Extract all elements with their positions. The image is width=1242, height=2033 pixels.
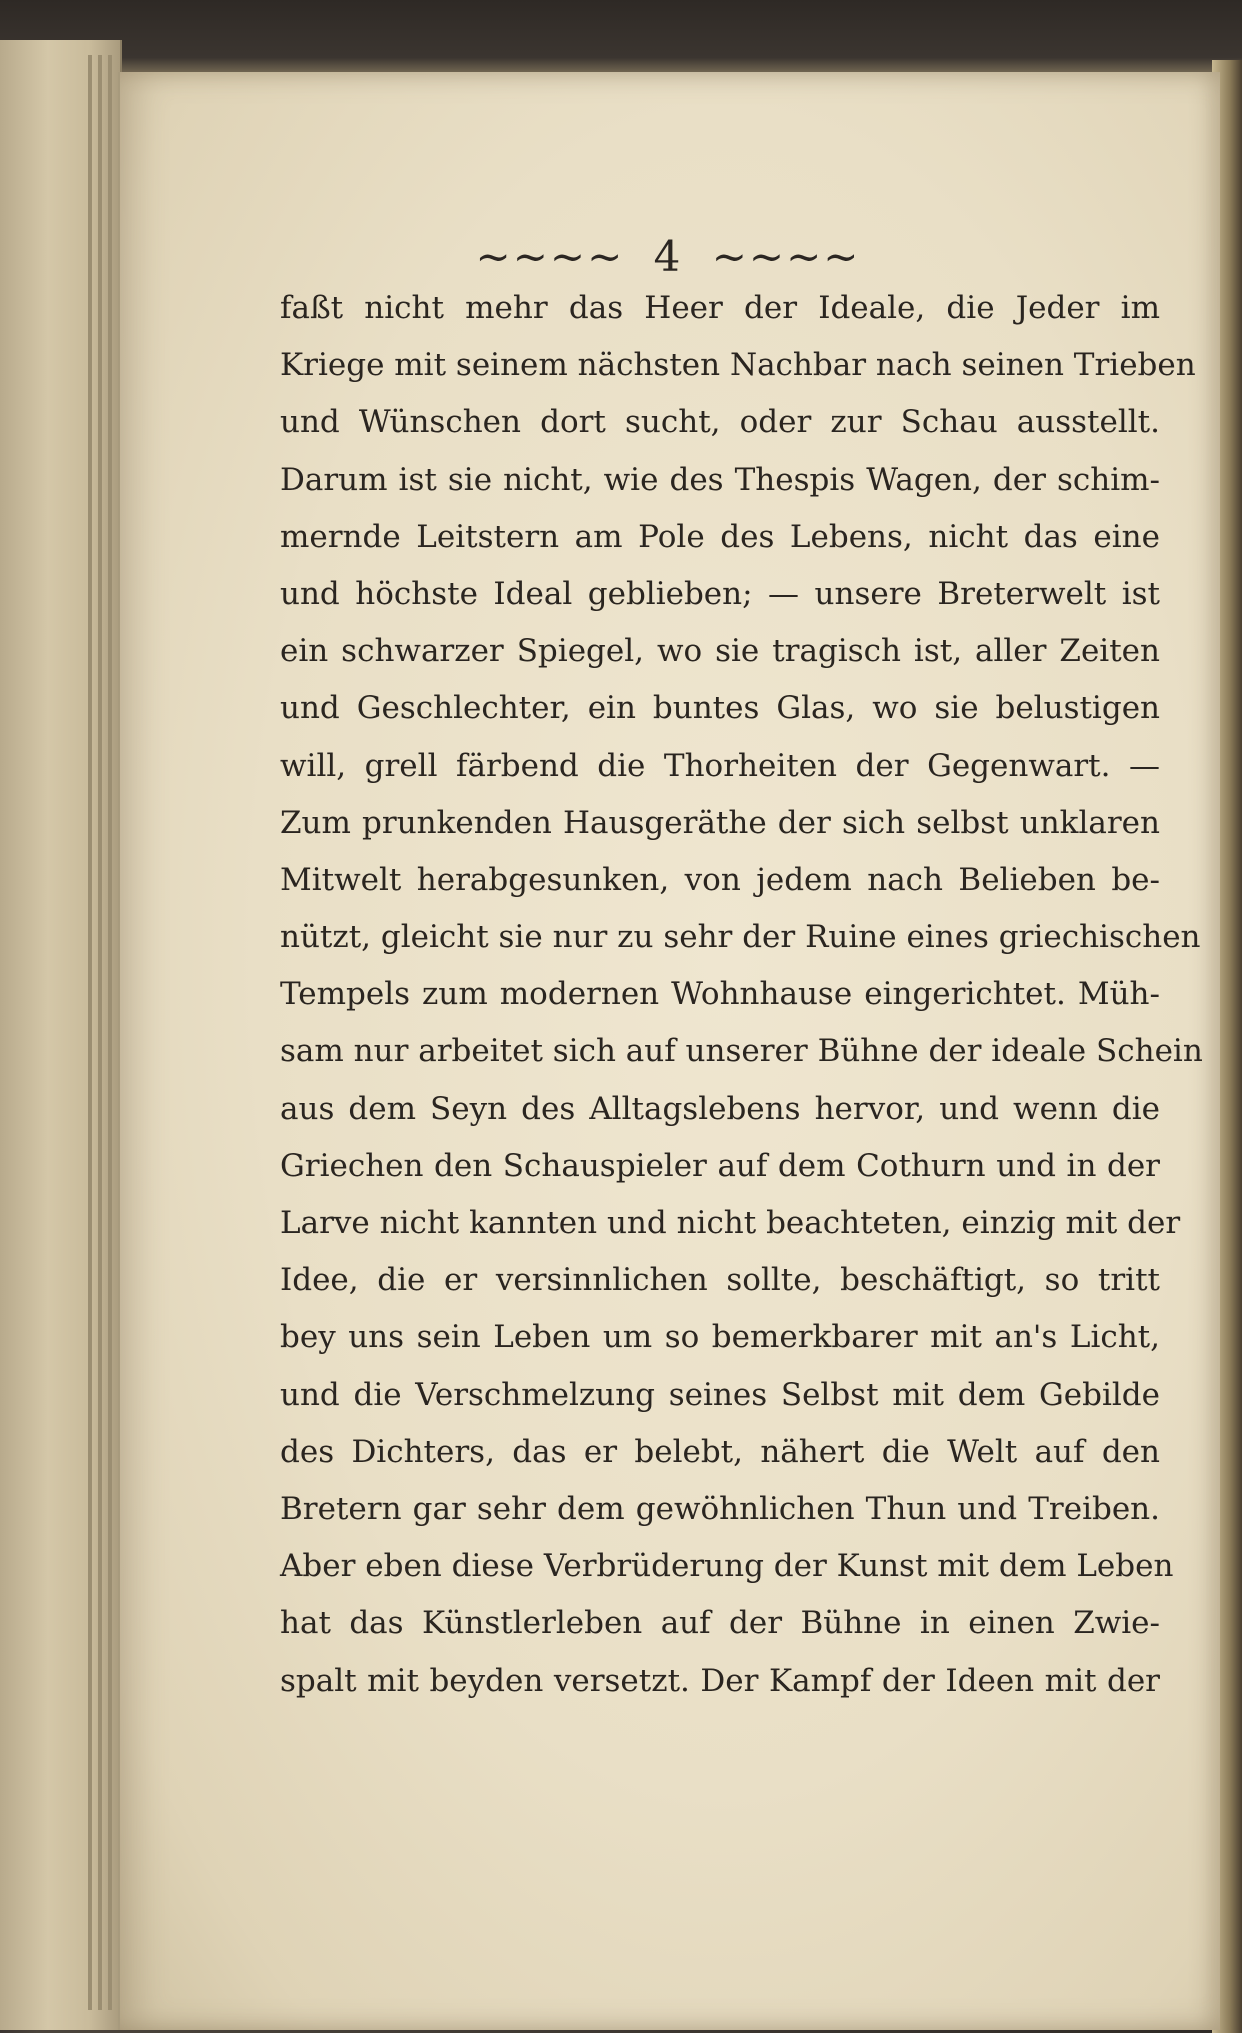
header-ornament-right: ~~~~ — [711, 232, 861, 281]
text-line: und Geschlechter, ein buntes Glas, wo sie belustigen — [280, 690, 1160, 727]
text-line: des Dichters, das er belebt, nähert die Welt auf den — [280, 1433, 1160, 1470]
text-line: spalt mit beyden versetzt. Der Kampf der Ideen mit der — [280, 1662, 1160, 1699]
text-line: Aber eben diese Verbrüderung der Kunst mit dem Leben — [280, 1548, 1174, 1585]
text-line: und Wünschen dort sucht, oder zur Schau ausstellt. — [280, 404, 1160, 441]
text-line: sam nur arbeitet sich auf unserer Bühne der ideale Schein — [280, 1033, 1203, 1070]
text-line: Zum prunkenden Hausgeräthe der sich selbst unklaren — [280, 804, 1160, 841]
text-line: Mitwelt herabgesunken, von jedem nach Belieben be- — [280, 861, 1160, 898]
text-line: aus dem Seyn des Alltagslebens hervor, und wenn die — [280, 1090, 1160, 1127]
left-page-edge — [0, 40, 122, 2030]
page-stack-line — [88, 55, 92, 2010]
text-line: Griechen den Schauspieler auf dem Cothurn und in der — [280, 1147, 1160, 1184]
text-line: Larve nicht kannten und nicht beachteten, einzig mit der — [280, 1205, 1181, 1241]
page-header — [118, 232, 1218, 281]
page-stack-line — [98, 55, 102, 2010]
text-line: bey uns sein Leben um so bemerkbarer mit an's Licht, — [280, 1319, 1160, 1356]
text-line: hat das Künstlerleben auf der Bühne in einen Zwie- — [280, 1605, 1160, 1642]
scan-background-top — [0, 0, 1242, 72]
page-number: 4 — [653, 232, 683, 281]
text-line: Darum ist sie nicht, wie des Thespis Wagen, der schim- — [280, 461, 1160, 498]
text-line: und höchste Ideal geblieben; — unsere Breterwelt ist — [280, 575, 1160, 612]
text-line: mernde Leitstern am Pole des Lebens, nicht das eine — [280, 518, 1160, 555]
page-body-text — [280, 280, 1203, 1710]
text-line: Idee, die er versinnlichen sollte, beschäftigt, so tritt — [280, 1262, 1160, 1299]
text-line: ein schwarzer Spiegel, wo sie tragisch ist, aller Zeiten — [280, 633, 1160, 670]
text-line: Bretern gar sehr dem gewöhnlichen Thun und Treiben. — [280, 1490, 1160, 1527]
page-stack-line — [108, 55, 112, 2010]
text-line: Kriege mit seinem nächsten Nachbar nach seinen Trieben — [280, 347, 1196, 384]
header-ornament-left: ~~~~ — [475, 232, 625, 281]
text-line: nützt, gleicht sie nur zu sehr der Ruine eines griechischen — [280, 919, 1201, 956]
text-line: will, grell färbend die Thorheiten der Gegenwart. — — [280, 747, 1160, 784]
text-line: und die Verschmelzung seines Selbst mit dem Gebilde — [280, 1376, 1160, 1413]
text-line: faßt nicht mehr das Heer der Ideale, die Jeder im — [280, 290, 1160, 326]
text-line: Tempels zum modernen Wohnhause eingerichtet. Müh- — [280, 976, 1160, 1013]
